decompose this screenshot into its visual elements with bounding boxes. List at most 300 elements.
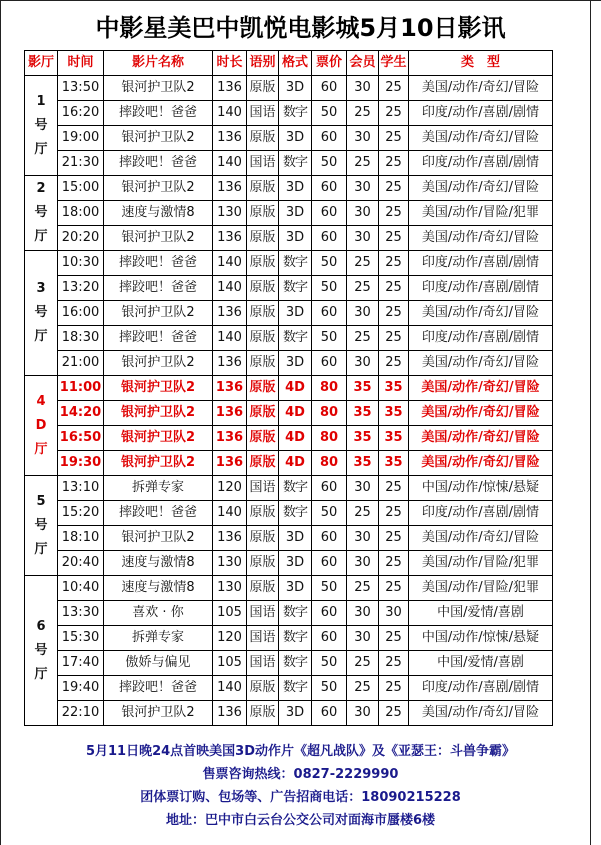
- cell-member: 30: [347, 551, 379, 576]
- cell-time: 22:10: [58, 701, 104, 726]
- cell-member: 30: [347, 76, 379, 101]
- cell-time: 21:00: [58, 351, 104, 376]
- cell-format: 3D: [279, 126, 312, 151]
- cell-film: 银河护卫队2: [104, 301, 213, 326]
- cell-price: 60: [312, 76, 347, 101]
- cell-member: 30: [347, 351, 379, 376]
- cell-member: 35: [347, 451, 379, 476]
- cell-format: 数字: [279, 251, 312, 276]
- cell-genre: 中国/动作/惊悚/悬疑: [409, 476, 553, 501]
- cell-time: 19:00: [58, 126, 104, 151]
- table-row: [25, 551, 553, 576]
- cell-price: 60: [312, 526, 347, 551]
- hall-label-char: 号: [34, 517, 48, 533]
- cell-genre: 中国/爱情/喜剧: [409, 651, 553, 676]
- cell-member: 30: [347, 301, 379, 326]
- cell-genre: 印度/动作/喜剧/剧情: [409, 251, 553, 276]
- cell-duration: 130: [213, 201, 247, 226]
- cell-film: 摔跤吧！爸爸: [104, 276, 213, 301]
- cell-genre: 印度/动作/喜剧/剧情: [409, 676, 553, 701]
- cell-member: 30: [347, 476, 379, 501]
- header-member: 会员: [347, 51, 379, 76]
- cell-language: 国语: [247, 151, 279, 176]
- cell-student: 25: [379, 501, 409, 526]
- cell-time: 21:30: [58, 151, 104, 176]
- cell-film: 拆弹专家: [104, 476, 213, 501]
- footer-hotline: 售票咨询热线：0827-2229990: [202, 767, 399, 782]
- cell-member: 30: [347, 626, 379, 651]
- cell-student: 25: [379, 701, 409, 726]
- cell-film: 摔跤吧！爸爸: [104, 101, 213, 126]
- cell-genre: 美国/动作/奇幻/冒险: [409, 126, 553, 151]
- cell-duration: 136: [213, 176, 247, 201]
- cell-language: 国语: [247, 601, 279, 626]
- cell-price: 80: [312, 426, 347, 451]
- table-row: [25, 101, 553, 126]
- cell-duration: 120: [213, 476, 247, 501]
- cell-time: 13:10: [58, 476, 104, 501]
- cell-member: 30: [347, 526, 379, 551]
- table-row: [25, 201, 553, 226]
- cell-duration: 140: [213, 676, 247, 701]
- cell-language: 原版: [247, 326, 279, 351]
- cell-language: 原版: [247, 301, 279, 326]
- cell-student: 25: [379, 326, 409, 351]
- table-row: [25, 251, 553, 276]
- cell-film: 银河护卫队2: [104, 401, 213, 426]
- cell-format: 4D: [279, 376, 312, 401]
- cell-duration: 105: [213, 651, 247, 676]
- cell-genre: 美国/动作/冒险/犯罪: [409, 576, 553, 601]
- cell-language: 原版: [247, 76, 279, 101]
- cell-language: 原版: [247, 376, 279, 401]
- cell-member: 25: [347, 276, 379, 301]
- footer-announcement: 5月11日晚24点首映美国3D动作片《超凡战队》及《亚瑟王：斗兽争霸》: [85, 744, 516, 759]
- table-row: [25, 76, 553, 101]
- cell-member: 35: [347, 376, 379, 401]
- cell-film: 傲娇与偏见: [104, 651, 213, 676]
- cell-format: 3D: [279, 201, 312, 226]
- table-row: [25, 651, 553, 676]
- cell-format: 3D: [279, 76, 312, 101]
- cell-genre: 美国/动作/奇幻/冒险: [409, 526, 553, 551]
- cell-duration: 136: [213, 226, 247, 251]
- cell-language: 原版: [247, 551, 279, 576]
- cell-member: 25: [347, 676, 379, 701]
- cell-film: 摔跤吧！爸爸: [104, 501, 213, 526]
- cell-genre: 美国/动作/奇幻/冒险: [409, 701, 553, 726]
- page-border-left: [0, 0, 1, 845]
- cell-time: 20:40: [58, 551, 104, 576]
- cell-language: 原版: [247, 251, 279, 276]
- cell-student: 25: [379, 251, 409, 276]
- cell-language: 原版: [247, 676, 279, 701]
- cell-format: 3D: [279, 176, 312, 201]
- table-row: [25, 501, 553, 526]
- table-row: [25, 226, 553, 251]
- cell-format: 3D: [279, 701, 312, 726]
- hall-label: [25, 376, 58, 476]
- cell-duration: 136: [213, 701, 247, 726]
- cell-member: 25: [347, 326, 379, 351]
- cell-time: 18:10: [58, 526, 104, 551]
- table-row: [25, 451, 553, 476]
- cell-genre: 印度/动作/喜剧/剧情: [409, 326, 553, 351]
- hall-label-char: 2: [36, 181, 46, 196]
- cell-student: 25: [379, 526, 409, 551]
- cell-duration: 140: [213, 101, 247, 126]
- cell-member: 30: [347, 126, 379, 151]
- cell-duration: 136: [213, 426, 247, 451]
- cell-member: 30: [347, 601, 379, 626]
- cell-member: 25: [347, 576, 379, 601]
- cell-duration: 140: [213, 276, 247, 301]
- schedule-body: [25, 76, 553, 726]
- cell-price: 60: [312, 301, 347, 326]
- cell-language: 国语: [247, 651, 279, 676]
- hall-label-char: 厅: [34, 329, 48, 344]
- cell-language: 原版: [247, 426, 279, 451]
- cell-genre: 美国/动作/奇幻/冒险: [409, 451, 553, 476]
- cell-language: 国语: [247, 626, 279, 651]
- header-row: [25, 51, 553, 76]
- cell-time: 15:00: [58, 176, 104, 201]
- cell-format: 4D: [279, 401, 312, 426]
- hall-label-char: 5: [36, 493, 46, 509]
- cell-format: 3D: [279, 226, 312, 251]
- hall-label: [25, 176, 58, 251]
- cell-time: 11:00: [58, 376, 104, 401]
- hall-label-char: 号: [34, 205, 48, 220]
- header-duration: 时长: [213, 51, 247, 76]
- cell-language: 原版: [247, 176, 279, 201]
- cell-student: 25: [379, 551, 409, 576]
- cell-genre: 印度/动作/喜剧/剧情: [409, 101, 553, 126]
- cell-member: 35: [347, 426, 379, 451]
- cell-student: 25: [379, 101, 409, 126]
- table-row: [25, 326, 553, 351]
- table-row: [25, 401, 553, 426]
- cell-film: 速度与激情8: [104, 576, 213, 601]
- cell-price: 60: [312, 351, 347, 376]
- cell-duration: 136: [213, 401, 247, 426]
- cell-genre: 美国/动作/奇幻/冒险: [409, 351, 553, 376]
- cell-film: 速度与激情8: [104, 201, 213, 226]
- cell-film: 摔跤吧！爸爸: [104, 251, 213, 276]
- cell-film: 速度与激情8: [104, 551, 213, 576]
- cell-price: 50: [312, 676, 347, 701]
- hall-label-char: 号: [34, 642, 48, 658]
- cell-language: 原版: [247, 451, 279, 476]
- cell-language: 原版: [247, 401, 279, 426]
- cell-genre: 中国/动作/惊悚/悬疑: [409, 626, 553, 651]
- cell-member: 30: [347, 201, 379, 226]
- cell-price: 80: [312, 376, 347, 401]
- cell-genre: 印度/动作/喜剧/剧情: [409, 501, 553, 526]
- cell-language: 国语: [247, 476, 279, 501]
- cell-student: 35: [379, 401, 409, 426]
- cell-film: 银河护卫队2: [104, 701, 213, 726]
- table-row: [25, 576, 553, 601]
- header-price: 票价: [312, 51, 347, 76]
- hall-label-char: 厅: [34, 666, 48, 682]
- page-border-top: [0, 0, 601, 1]
- cell-duration: 140: [213, 501, 247, 526]
- cell-member: 30: [347, 701, 379, 726]
- cell-format: 3D: [279, 551, 312, 576]
- cell-film: 摔跤吧！爸爸: [104, 326, 213, 351]
- hall-label-char: D: [35, 417, 47, 433]
- header-language: 语别: [247, 51, 279, 76]
- page-border-right: [590, 0, 591, 845]
- cell-price: 60: [312, 201, 347, 226]
- hall-label: [25, 76, 58, 176]
- hall-label-char: 号: [34, 117, 48, 133]
- cell-time: 19:40: [58, 676, 104, 701]
- cell-student: 25: [379, 76, 409, 101]
- cell-film: 喜欢 · 你: [104, 601, 213, 626]
- cell-format: 数字: [279, 601, 312, 626]
- cell-duration: 136: [213, 451, 247, 476]
- cell-language: 国语: [247, 101, 279, 126]
- cell-price: 60: [312, 626, 347, 651]
- cell-price: 50: [312, 576, 347, 601]
- cell-price: 50: [312, 101, 347, 126]
- cell-time: 13:50: [58, 76, 104, 101]
- cell-member: 25: [347, 151, 379, 176]
- cell-language: 原版: [247, 501, 279, 526]
- cell-language: 原版: [247, 576, 279, 601]
- cell-genre: 美国/动作/冒险/犯罪: [409, 201, 553, 226]
- cell-format: 数字: [279, 676, 312, 701]
- cell-format: 3D: [279, 526, 312, 551]
- cell-time: 16:20: [58, 101, 104, 126]
- cell-price: 50: [312, 326, 347, 351]
- table-row: [25, 151, 553, 176]
- cell-price: 60: [312, 226, 347, 251]
- cell-time: 10:40: [58, 576, 104, 601]
- cell-film: 银河护卫队2: [104, 426, 213, 451]
- cell-duration: 136: [213, 526, 247, 551]
- cell-film: 拆弹专家: [104, 626, 213, 651]
- cell-time: 17:40: [58, 651, 104, 676]
- cell-duration: 136: [213, 126, 247, 151]
- cell-student: 35: [379, 451, 409, 476]
- cell-duration: 136: [213, 351, 247, 376]
- cell-time: 19:30: [58, 451, 104, 476]
- cell-duration: 140: [213, 326, 247, 351]
- cell-price: 60: [312, 176, 347, 201]
- cell-member: 25: [347, 651, 379, 676]
- hall-label-char: 6: [36, 618, 46, 634]
- cell-price: 60: [312, 551, 347, 576]
- cell-language: 原版: [247, 126, 279, 151]
- hall-label: [25, 576, 58, 726]
- cell-genre: 美国/动作/奇幻/冒险: [409, 176, 553, 201]
- cell-price: 60: [312, 476, 347, 501]
- footer-address: 地址：巴中市白云台公交公司对面海市蜃楼6楼: [165, 813, 436, 828]
- footer-group-sales: 团体票订购、包场等、广告招商电话：18090215228: [140, 790, 461, 805]
- cell-genre: 美国/动作/奇幻/冒险: [409, 76, 553, 101]
- cell-format: 3D: [279, 351, 312, 376]
- cell-time: 20:20: [58, 226, 104, 251]
- cell-student: 25: [379, 276, 409, 301]
- cell-language: 原版: [247, 351, 279, 376]
- cell-genre: 美国/动作/奇幻/冒险: [409, 301, 553, 326]
- cell-price: 50: [312, 501, 347, 526]
- header-time: 时间: [58, 51, 104, 76]
- table-row: [25, 126, 553, 151]
- header-hall: 影厅: [25, 51, 58, 76]
- cell-film: 摔跤吧！爸爸: [104, 676, 213, 701]
- cell-format: 数字: [279, 326, 312, 351]
- cell-film: 银河护卫队2: [104, 176, 213, 201]
- cell-member: 25: [347, 501, 379, 526]
- cell-member: 25: [347, 101, 379, 126]
- cell-film: 银河护卫队2: [104, 451, 213, 476]
- cell-price: 50: [312, 276, 347, 301]
- cell-student: 25: [379, 226, 409, 251]
- cell-film: 银河护卫队2: [104, 376, 213, 401]
- cell-student: 25: [379, 151, 409, 176]
- cell-duration: 136: [213, 76, 247, 101]
- cell-format: 数字: [279, 276, 312, 301]
- header-genre: 类 型: [409, 51, 553, 76]
- cell-format: 数字: [279, 151, 312, 176]
- table-row: [25, 426, 553, 451]
- cell-film: 银河护卫队2: [104, 526, 213, 551]
- cell-film: 摔跤吧！爸爸: [104, 151, 213, 176]
- cell-price: 50: [312, 651, 347, 676]
- cell-format: 数字: [279, 626, 312, 651]
- cell-duration: 136: [213, 301, 247, 326]
- cell-price: 50: [312, 151, 347, 176]
- cell-time: 18:30: [58, 326, 104, 351]
- header-format: 格式: [279, 51, 312, 76]
- cell-duration: 120: [213, 626, 247, 651]
- cell-format: 数字: [279, 651, 312, 676]
- cell-genre: 美国/动作/奇幻/冒险: [409, 426, 553, 451]
- hall-label-char: 厅: [34, 141, 48, 157]
- cell-film: 银河护卫队2: [104, 126, 213, 151]
- hall-label-char: 号: [34, 305, 48, 320]
- cell-member: 25: [347, 251, 379, 276]
- cell-duration: 105: [213, 601, 247, 626]
- cell-time: 13:20: [58, 276, 104, 301]
- cell-time: 13:30: [58, 601, 104, 626]
- hall-label-char: 1: [36, 93, 46, 109]
- table-row: [25, 526, 553, 551]
- cell-format: 3D: [279, 576, 312, 601]
- table-row: [25, 476, 553, 501]
- cell-film: 银河护卫队2: [104, 351, 213, 376]
- table-row: [25, 276, 553, 301]
- header-film: 影片名称: [104, 51, 213, 76]
- hall-label-char: 3: [36, 281, 46, 296]
- hall-label-char: 4: [36, 393, 46, 409]
- cell-genre: 美国/动作/奇幻/冒险: [409, 376, 553, 401]
- cell-language: 原版: [247, 701, 279, 726]
- cell-duration: 140: [213, 151, 247, 176]
- cell-price: 50: [312, 251, 347, 276]
- cell-student: 25: [379, 126, 409, 151]
- cell-format: 数字: [279, 101, 312, 126]
- header-student: 学生: [379, 51, 409, 76]
- cell-format: 3D: [279, 301, 312, 326]
- cell-student: 25: [379, 626, 409, 651]
- cell-student: 35: [379, 376, 409, 401]
- cell-member: 30: [347, 176, 379, 201]
- cell-format: 数字: [279, 501, 312, 526]
- cell-time: 10:30: [58, 251, 104, 276]
- table-row: [25, 376, 553, 401]
- cell-time: 15:30: [58, 626, 104, 651]
- cell-student: 25: [379, 651, 409, 676]
- cell-format: 4D: [279, 451, 312, 476]
- cell-student: 25: [379, 301, 409, 326]
- cell-time: 16:00: [58, 301, 104, 326]
- cell-price: 80: [312, 451, 347, 476]
- hall-label: [25, 476, 58, 576]
- hall-label-char: 厅: [34, 441, 48, 457]
- cell-language: 原版: [247, 276, 279, 301]
- cell-price: 60: [312, 701, 347, 726]
- cell-student: 25: [379, 351, 409, 376]
- cell-language: 原版: [247, 226, 279, 251]
- cell-time: 15:20: [58, 501, 104, 526]
- cell-duration: 130: [213, 551, 247, 576]
- cell-genre: 美国/动作/奇幻/冒险: [409, 226, 553, 251]
- cell-time: 16:50: [58, 426, 104, 451]
- table-row: [25, 176, 553, 201]
- table-row: [25, 601, 553, 626]
- cell-price: 80: [312, 401, 347, 426]
- hall-label: [25, 251, 58, 376]
- cell-genre: 美国/动作/奇幻/冒险: [409, 401, 553, 426]
- table-row: [25, 301, 553, 326]
- page-title: 中影星美巴中凯悦电影城5月10日影讯: [95, 14, 506, 42]
- cell-student: 30: [379, 601, 409, 626]
- cell-student: 25: [379, 676, 409, 701]
- cell-student: 25: [379, 176, 409, 201]
- cell-price: 60: [312, 601, 347, 626]
- table-row: [25, 701, 553, 726]
- cell-genre: 印度/动作/喜剧/剧情: [409, 276, 553, 301]
- hall-label-char: 厅: [34, 541, 48, 557]
- cell-duration: 140: [213, 251, 247, 276]
- cell-member: 30: [347, 226, 379, 251]
- cell-member: 35: [347, 401, 379, 426]
- cell-duration: 136: [213, 376, 247, 401]
- cell-genre: 美国/动作/冒险/犯罪: [409, 551, 553, 576]
- cell-student: 35: [379, 426, 409, 451]
- cell-time: 14:20: [58, 401, 104, 426]
- cell-format: 4D: [279, 426, 312, 451]
- cell-film: 银河护卫队2: [104, 226, 213, 251]
- cell-film: 银河护卫队2: [104, 76, 213, 101]
- table-row: [25, 351, 553, 376]
- cell-language: 原版: [247, 526, 279, 551]
- cell-format: 数字: [279, 476, 312, 501]
- cell-student: 25: [379, 201, 409, 226]
- cell-genre: 印度/动作/喜剧/剧情: [409, 151, 553, 176]
- cell-student: 25: [379, 476, 409, 501]
- schedule-table: [24, 50, 553, 726]
- cell-price: 60: [312, 126, 347, 151]
- cell-duration: 130: [213, 576, 247, 601]
- hall-label-char: 厅: [34, 229, 48, 244]
- cell-language: 原版: [247, 201, 279, 226]
